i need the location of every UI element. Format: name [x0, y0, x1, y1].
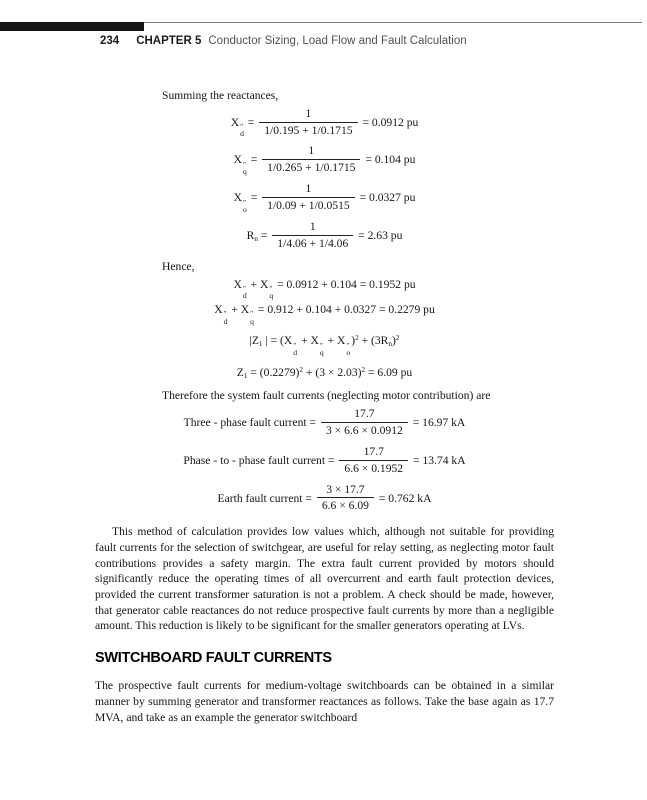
- equation-group-reactance-sums: [95, 277, 554, 326]
- sub-superscript-stack: ″ d: [240, 122, 244, 139]
- fraction-denominator: 6.6 × 0.1952: [339, 460, 408, 476]
- fraction-numerator: 1: [308, 144, 315, 158]
- equation-line: Earth fault current = $\frac{3 \times 17.7}{6.6 \times 6.09}$ = 0.762 kA: [217, 482, 432, 513]
- equation-line: X ″ d + X ″ q = 0.0912 + 0.104 = 0.1952 pu: [233, 277, 416, 301]
- sub-superscript-stack: ″ q: [242, 159, 247, 177]
- fraction-denominator: 6.6 × 6.09: [317, 497, 374, 513]
- equation-line: X ″ q = $\frac{1}{1/0.265 + 1/0.1715}$ = 0.104 pu: [233, 144, 416, 177]
- intro-summing: Summing the reactances,: [162, 89, 279, 102]
- equation-line: $|Z_1$ | = (X ″ d + X ″ q + X ″ o )$^2 + (3R_n)^2$: [249, 334, 400, 357]
- fraction-numerator: 1: [305, 106, 312, 120]
- equation-group-impedance: [95, 333, 554, 380]
- superscript: 2: [361, 365, 366, 374]
- equation-line: X ″ d = $\frac{1}{1/0.195 + 1/0.1715}$ = 0.0912 pu: [230, 106, 419, 139]
- fraction-denominator: 3 × 6.6 × 0.0912: [321, 422, 408, 438]
- subscript: 1: [258, 340, 263, 349]
- page-content: [95, 88, 554, 725]
- superscript: 2: [299, 365, 304, 374]
- intro-hence: Hence,: [162, 259, 195, 273]
- equation-line: Three - phase fault current = $\frac{17.7}{3 \times 6.6 \times 0.0912}$ = 16.97 kA: [183, 406, 466, 437]
- fraction-numerator: 17.7: [363, 444, 384, 458]
- fraction-numerator: 17.7: [354, 406, 375, 420]
- subscript: 1: [243, 371, 248, 380]
- subscript: n: [388, 340, 393, 349]
- sub-superscript-stack: ″ q: [269, 283, 274, 301]
- equation-group-fault-currents: [95, 408, 554, 514]
- intro-therefore: Therefore the system fault currents (neglecting motor contribution) are: [162, 389, 491, 403]
- fraction: [317, 483, 374, 514]
- fraction: [259, 107, 357, 138]
- superscript: 2: [355, 334, 359, 343]
- fraction: [272, 220, 353, 251]
- superscript: 2: [395, 334, 400, 343]
- equation-line: X ″ d + X ″ q = 0.912 + 0.104 + 0.0327 = 0.2279 pu: [214, 302, 435, 326]
- fraction-denominator: 1/0.09 + 1/0.0515: [262, 197, 355, 213]
- fraction: [262, 144, 360, 175]
- chapter-title: Conductor Sizing, Load Flow and Fault Calculation: [208, 35, 467, 47]
- fraction-denominator: 1/0.265 + 1/0.1715: [262, 159, 360, 175]
- header-bar: [0, 22, 144, 31]
- paragraph-switchboard-intro: The prospective fault currents for medium-voltage switchboards can be obtained in a similar manner by summing generator and transformer reactances as follows. Take the base again as 17.7 MVA, and take as an example the generator switchboard: [95, 679, 554, 724]
- page-number: 234: [100, 35, 120, 47]
- fraction: [321, 407, 408, 438]
- sub-superscript-stack: ″ q: [319, 340, 324, 357]
- sub-superscript-stack: ″ o: [346, 340, 351, 357]
- fraction-denominator: 1/4.06 + 1/4.06: [272, 235, 353, 251]
- fraction: [262, 182, 355, 213]
- fraction-numerator: 1: [305, 182, 312, 196]
- sub-superscript-stack: ″ d: [293, 340, 298, 357]
- fraction-numerator: 1: [309, 220, 316, 234]
- equation-line: $Z_1 = (0.2279)^2 + (3 \times 2.03)^2 = 6.09$ pu: [236, 365, 413, 380]
- fraction-numerator: 3 × 17.7: [326, 482, 365, 496]
- equation-line: X ″ o = $\frac{1}{1/0.09 + 1/0.0515}$ = 0.0327 pu: [233, 182, 416, 215]
- sub-superscript-stack: ″ d: [242, 283, 247, 301]
- fraction-denominator: 1/0.195 + 1/0.1715: [259, 122, 357, 138]
- paragraph-method-discussion: This method of calculation provides low values which, although not suitable for providing fault currents for the selection of switchgear, are useful for relay setting, as neglecting motor fault contributions provides a safety margin. The extra fault current provided by motors should significantly reduce the operating times of all overcurrent and earth fault protection devices, provided the current transformer saturation is not a problem. A check should be made, however, that generator cable reactances do not reduce prospective fault currents by more than a negligible amount. This reduction is likely to be significant for the smaller generators operating at LVs.: [95, 525, 554, 633]
- fraction: [339, 445, 408, 476]
- sub-superscript-stack: ″ o: [242, 197, 247, 215]
- page-header: [100, 35, 467, 47]
- equation-group-summed-reactances: [95, 108, 554, 252]
- section-heading: SWITCHBOARD FAULT CURRENTS: [95, 649, 332, 666]
- subscript: n: [254, 234, 258, 243]
- equation-line: Phase - to - phase fault current = $\frac{17.7}{6.6 \times 0.1952}$ = 13.74 kA: [183, 444, 466, 475]
- sub-superscript-stack: ″ q: [250, 309, 254, 326]
- sub-superscript-stack: ″ d: [223, 309, 228, 326]
- equation-line: $R_n$ = $\frac{1}{1/4.06 + 1/4.06}$ = 2.63 pu: [246, 220, 403, 250]
- chapter-label: CHAPTER 5: [136, 35, 202, 47]
